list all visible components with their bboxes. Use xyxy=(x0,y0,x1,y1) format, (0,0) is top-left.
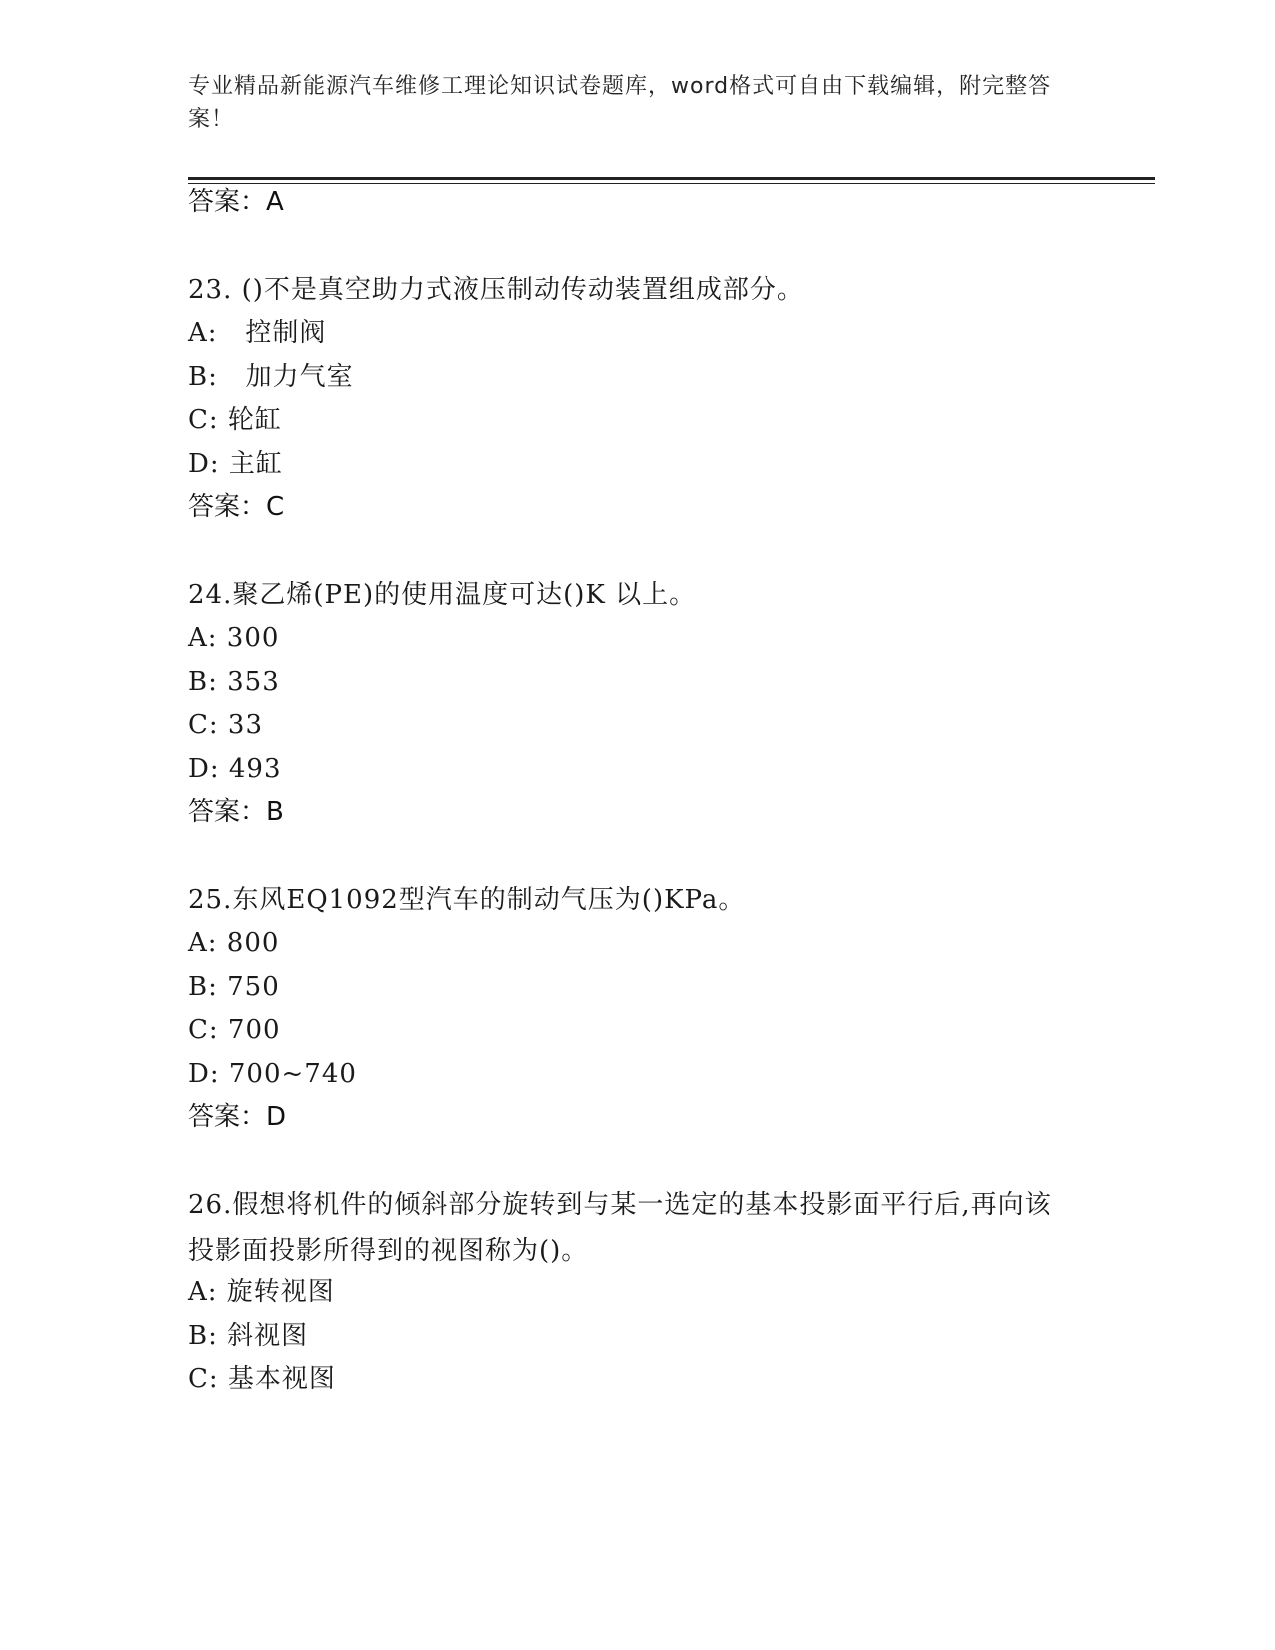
question-25-option-b: B: 750 xyxy=(188,972,280,1002)
question-23-stem: 23. ()不是真空助力式液压制动传动装置组成部分。 xyxy=(188,275,804,305)
question-23-option-c: C: 轮缸 xyxy=(188,405,282,435)
question-26-option-c: C: 基本视图 xyxy=(188,1364,336,1394)
question-25-stem: 25.东风EQ1092型汽车的制动气压为()KPa。 xyxy=(188,885,746,915)
document-header: 专业精品新能源汽车维修工理论知识试卷题库，word格式可自由下载编辑，附完整答案！ xyxy=(188,74,1052,132)
answer-22: 答案：A xyxy=(188,187,284,217)
question-26-option-b: B: 斜视图 xyxy=(188,1321,309,1351)
question-26-stem: 26.假想将机件的倾斜部分旋转到与某一选定的基本投影面平行后,再向该投影面投影所得到的视图称为()。 xyxy=(188,1190,1052,1266)
question-24-option-c: C: 33 xyxy=(188,710,264,740)
question-26-option-a: A: 旋转视图 xyxy=(188,1277,335,1307)
answer-25: 答案：D xyxy=(188,1102,287,1132)
question-23-option-b: B: 加力气室 xyxy=(188,362,354,392)
question-24-option-a: A: 300 xyxy=(188,623,280,653)
question-23-option-a: A: 控制阀 xyxy=(188,318,327,348)
question-23-option-d: D: 主缸 xyxy=(188,449,283,479)
question-25-option-c: C: 700 xyxy=(188,1015,281,1045)
question-24-option-b: B: 353 xyxy=(188,667,280,697)
question-25-option-a: A: 800 xyxy=(188,928,280,958)
question-24-stem: 24.聚乙烯(PE)的使用温度可达()K 以上。 xyxy=(188,580,697,610)
header-divider-thin xyxy=(188,183,1155,184)
question-25-option-d: D: 700~740 xyxy=(188,1059,357,1089)
question-24-option-d: D: 493 xyxy=(188,754,282,784)
answer-23: 答案：C xyxy=(188,492,285,522)
header-divider xyxy=(188,177,1155,180)
answer-24: 答案：B xyxy=(188,797,284,827)
